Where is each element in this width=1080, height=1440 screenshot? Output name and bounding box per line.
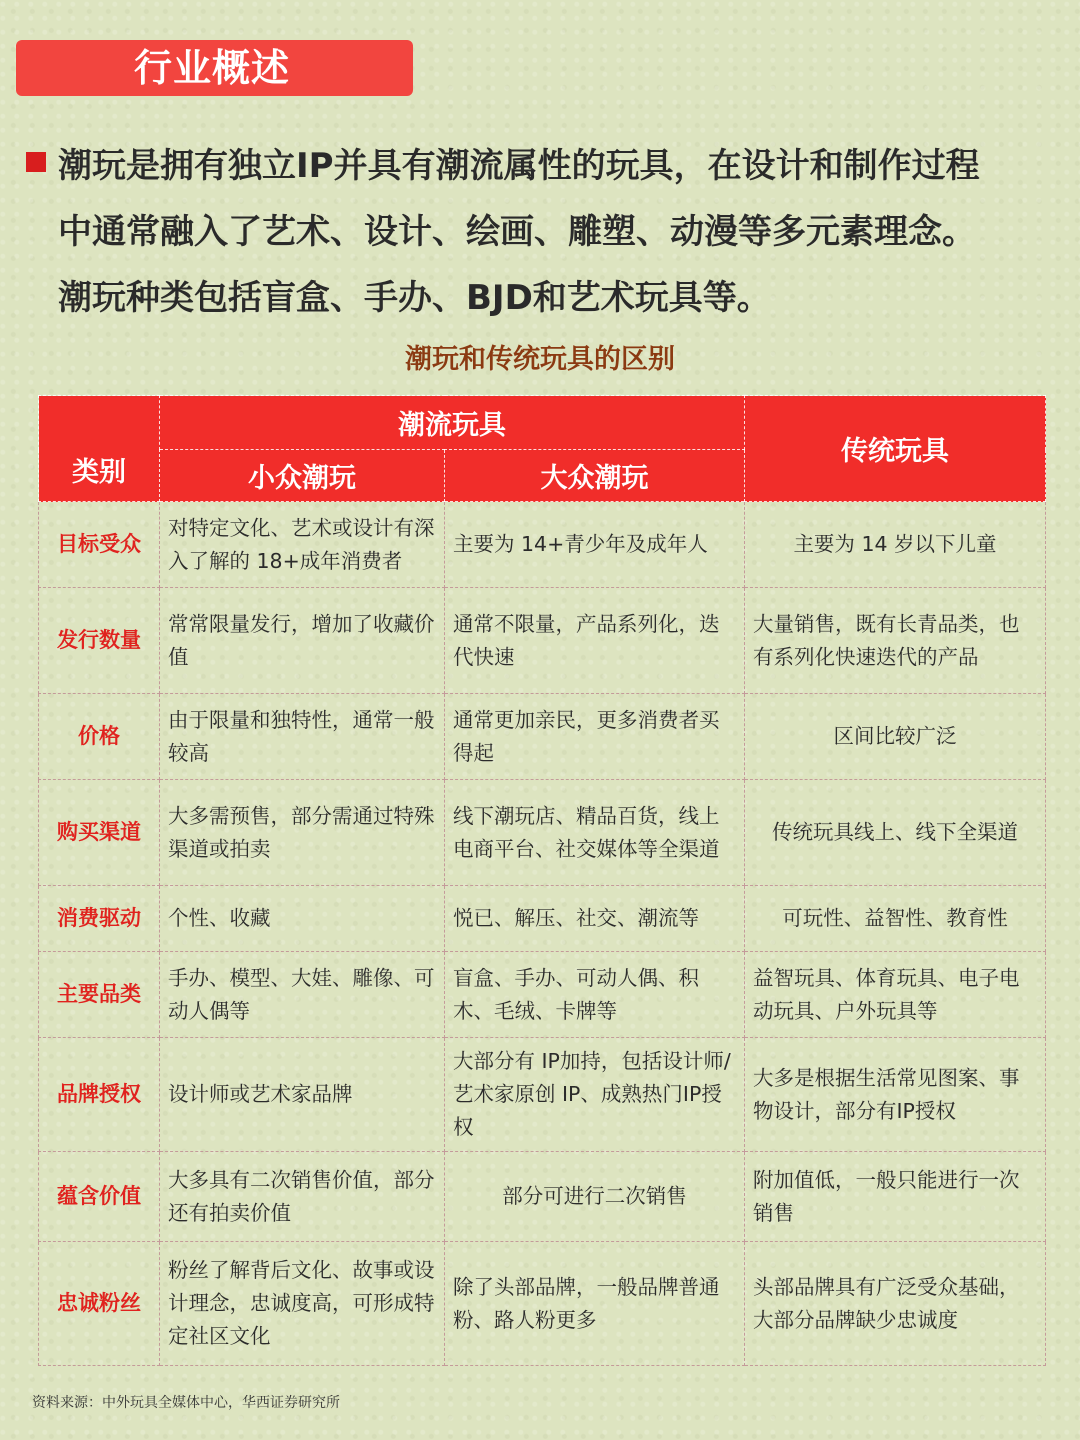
row-category: 发行数量: [39, 588, 160, 694]
row-category: 价格: [39, 694, 160, 780]
cell-niche: 大多需预售，部分需通过特殊渠道或拍卖: [160, 780, 445, 886]
header-trend-toys: 潮流玩具: [160, 396, 745, 450]
cell-mass: 主要为 14+青少年及成年人: [445, 502, 745, 588]
table-row: [39, 1038, 1046, 1152]
table-row: [39, 952, 1046, 1038]
cell-traditional: 可玩性、益智性、教育性: [745, 886, 1046, 952]
header-category-label: 类别: [72, 457, 126, 488]
cell-traditional: 主要为 14 岁以下儿童: [745, 502, 1046, 588]
cell-niche: 手办、模型、大娃、雕像、可动人偶等: [160, 952, 445, 1038]
table-row: [39, 780, 1046, 886]
cell-traditional: 区间比较广泛: [745, 694, 1046, 780]
cell-niche: 大多具有二次销售价值，部分还有拍卖价值: [160, 1152, 445, 1242]
cell-mass: 悦已、解压、社交、潮流等: [445, 886, 745, 952]
cell-mass: 线下潮玩店、精品百货，线上电商平台、社交媒体等全渠道: [445, 780, 745, 886]
cell-niche: 由于限量和独特性，通常一般较高: [160, 694, 445, 780]
intro-line: 中通常融入了艺术、设计、绘画、雕塑、动漫等多元素理念。: [58, 212, 976, 252]
cell-mass: 大部分有 IP加持，包括设计师/艺术家原创 IP、成熟热门IP授权: [445, 1038, 745, 1152]
table-title: 潮玩和传统玩具的区别: [405, 344, 675, 375]
table-row: [39, 588, 1046, 694]
cell-mass: 通常不限量，产品系列化，迭代快速: [445, 588, 745, 694]
cell-traditional: 益智玩具、体育玩具、电子电动玩具、户外玩具等: [745, 952, 1046, 1038]
cell-traditional: 头部品牌具有广泛受众基础，大部分品牌缺少忠诚度: [745, 1242, 1046, 1366]
comparison-table: [38, 395, 1046, 1366]
table-row: [39, 1242, 1046, 1366]
cell-mass: 通常更加亲民，更多消费者买得起: [445, 694, 745, 780]
table-row: [39, 694, 1046, 780]
row-category: 主要品类: [39, 952, 160, 1038]
cell-traditional: 传统玩具线上、线下全渠道: [745, 780, 1046, 886]
row-category: 蕴含价值: [39, 1152, 160, 1242]
cell-niche: 粉丝了解背后文化、故事或设计理念，忠诚度高，可形成特定社区文化: [160, 1242, 445, 1366]
bullet-square-icon: [26, 152, 46, 172]
intro-paragraph: [58, 133, 1058, 331]
cell-traditional: 大量销售，既有长青品类，也有系列化快速迭代的产品: [745, 588, 1046, 694]
header-mass-toys: 大众潮玩: [445, 450, 745, 502]
cell-mass: 除了头部品牌，一般品牌普通粉、路人粉更多: [445, 1242, 745, 1366]
cell-niche: 个性、收藏: [160, 886, 445, 952]
header-traditional-toys: 传统玩具: [745, 396, 1046, 502]
row-category: 消费驱动: [39, 886, 160, 952]
source-note: 资料来源：中外玩具全媒体中心，华西证券研究所: [32, 1395, 340, 1411]
header-niche-toys: 小众潮玩: [160, 450, 445, 502]
section-title: 行业概述: [16, 40, 413, 96]
cell-traditional: 大多是根据生活常见图案、事物设计，部分有IP授权: [745, 1038, 1046, 1152]
row-category: 购买渠道: [39, 780, 160, 886]
row-category: 目标受众: [39, 502, 160, 588]
intro-line: 潮玩种类包括盲盒、手办、BJD和艺术玩具等。: [58, 278, 771, 318]
intro-line: 潮玩是拥有独立IP并具有潮流属性的玩具，在设计和制作过程: [58, 146, 980, 186]
table-row: [39, 1152, 1046, 1242]
row-category: 忠诚粉丝: [39, 1242, 160, 1366]
cell-niche: 设计师或艺术家品牌: [160, 1038, 445, 1152]
header-category: [39, 396, 160, 502]
table-row: [39, 886, 1046, 952]
cell-traditional: 附加值低，一般只能进行一次销售: [745, 1152, 1046, 1242]
cell-mass: 盲盒、手办、可动人偶、积木、毛绒、卡牌等: [445, 952, 745, 1038]
cell-niche: 常常限量发行，增加了收藏价值: [160, 588, 445, 694]
cell-mass: 部分可进行二次销售: [445, 1152, 745, 1242]
table-row: [39, 502, 1046, 588]
row-category: 品牌授权: [39, 1038, 160, 1152]
cell-niche: 对特定文化、艺术或设计有深入了解的 18+成年消费者: [160, 502, 445, 588]
